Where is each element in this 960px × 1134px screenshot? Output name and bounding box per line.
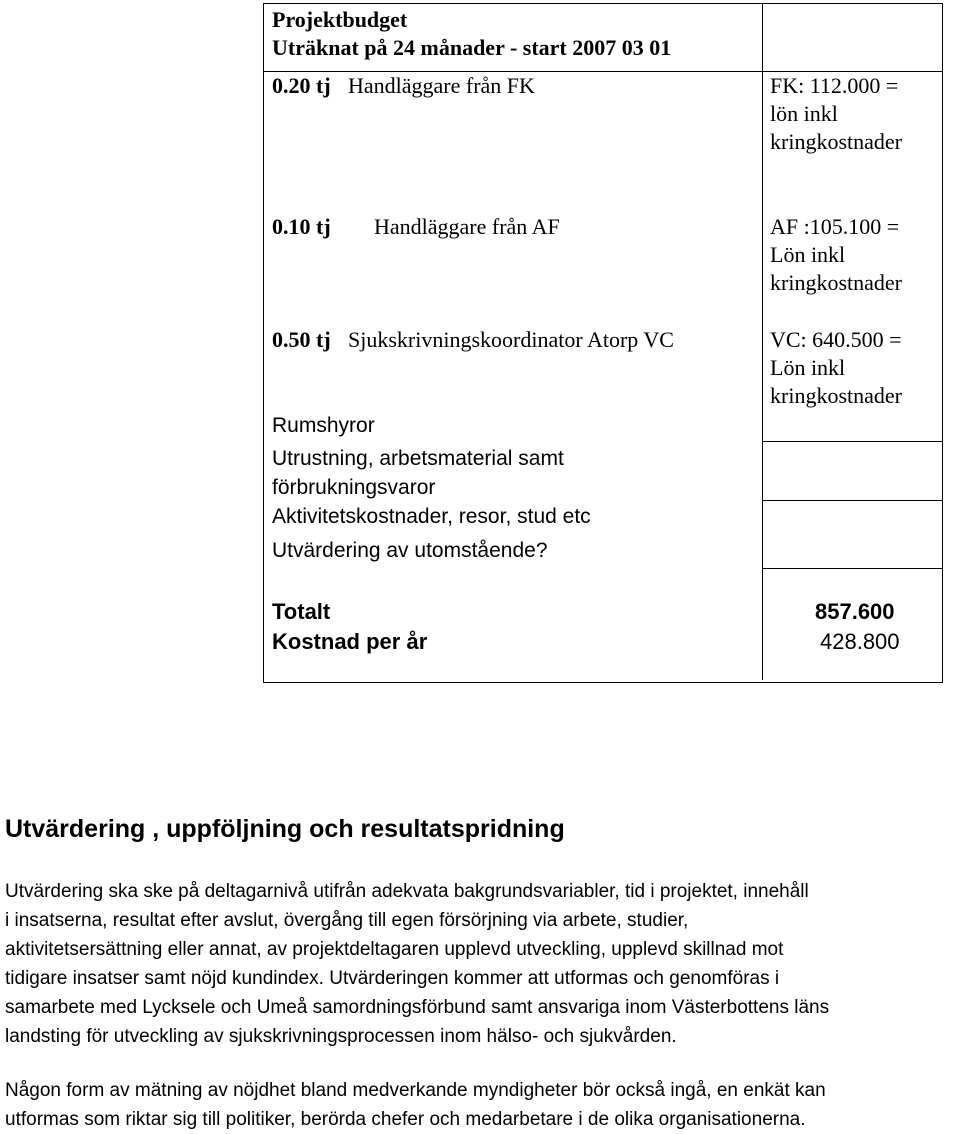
row-label: Sjukskrivningskoordinator Atorp VC: [348, 327, 674, 352]
item-label: Rumshyror: [272, 414, 375, 437]
per-year-value: 428.800: [820, 629, 900, 654]
row-label: Handläggare från AF: [374, 214, 560, 239]
row-cost: FK: 112.000 = lön inkl kringkostnader: [770, 73, 902, 154]
paragraph-evaluation: Utvärdering ska ske på deltagarnivå utifrån adekvata bakgrundsvariabler, tid i projektet, innehåll i insatserna, resultat efter avslut, övergång till egen försörjning via arbete, studier, aktivitetsersättning eller annat, av projektdeltagaren upplevd utveckling, upplevd skillnad mot tidigare insatser samt nöjd kundindex. Utvärderingen kommer att utformas och genomföras i samarbete med Lycksele och Umeå samordningsförbund samt ansvariga inom Västerbottens läns landsting för utveckling av sjukskrivningsprocessen inom hälso- och sjukvården.: [5, 881, 830, 1047]
section-heading: Utvärdering , uppföljning och resultatspridning: [5, 815, 565, 843]
total-value: 857.600: [815, 599, 895, 624]
row-qty: 0.10 tj: [272, 214, 331, 239]
item-label: Utvärdering av utomstående?: [272, 539, 548, 562]
paragraph-satisfaction: Någon form av mätning av nöjdhet bland medverkande myndigheter bör också ingå, en enkät kan utformas som riktar sig till politiker, berörda chefer och medarbetare i de olika organisationerna.: [5, 1080, 826, 1130]
per-year-label: Kostnad per år: [272, 629, 428, 654]
column-divider: [762, 4, 763, 680]
budget-title: Projektbudget: [272, 7, 408, 32]
cost-cell-divider: [762, 441, 942, 442]
row-cost: AF :105.100 = Lön inkl kringkostnader: [770, 214, 902, 295]
item-label: förbrukningsvaror: [272, 476, 436, 499]
cost-cell-divider: [762, 500, 942, 501]
row-label: Handläggare från FK: [348, 73, 535, 98]
row-qty: 0.50 tj: [272, 327, 331, 352]
item-label: Utrustning, arbetsmaterial samt: [272, 447, 564, 470]
row-cost: VC: 640.500 = Lön inkl kringkostnader: [770, 327, 902, 408]
total-label: Totalt: [272, 599, 331, 624]
budget-subtitle: Uträknat på 24 månader - start 2007 03 01: [272, 35, 672, 60]
cost-cell-divider: [762, 568, 942, 569]
budget-table: [263, 3, 943, 683]
item-label: Aktivitetskostnader, resor, stud etc: [272, 505, 591, 528]
row-qty: 0.20 tj: [272, 73, 331, 98]
